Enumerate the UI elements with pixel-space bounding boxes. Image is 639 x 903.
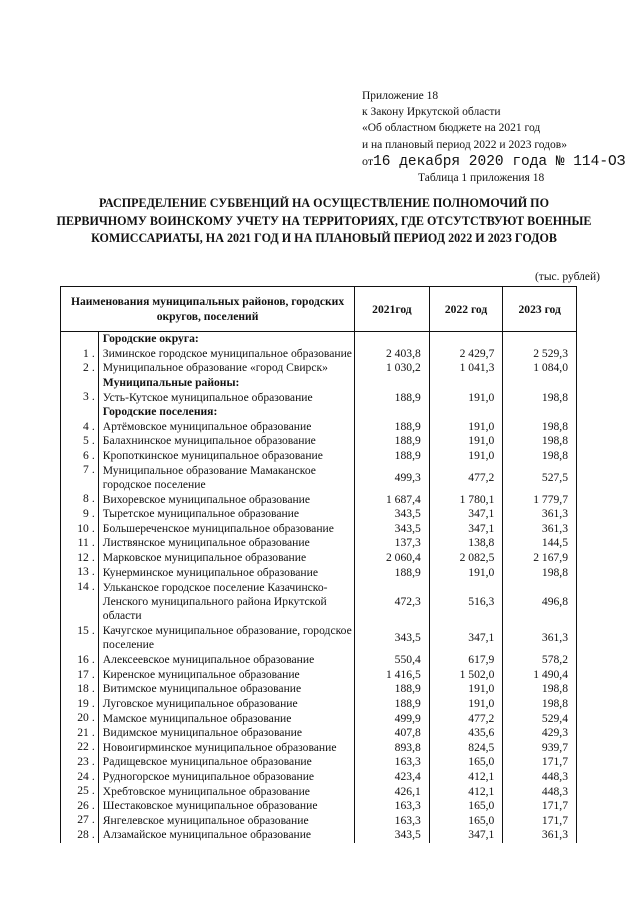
row-number-dot: . bbox=[92, 682, 98, 697]
municipality-name: Марковское муниципальное образование bbox=[102, 551, 307, 565]
value-2023: 361,3 bbox=[503, 522, 577, 537]
municipality-name: Хребтовское муниципальное образование bbox=[102, 784, 310, 798]
value-2023: 198,8 bbox=[503, 434, 577, 449]
row-number: 1 bbox=[61, 347, 92, 362]
value-2023: 171,7 bbox=[503, 799, 577, 814]
group-label: Муниципальные районы: bbox=[102, 376, 240, 390]
units-label: (тыс. рублей) bbox=[534, 271, 600, 283]
value-2023 bbox=[503, 405, 577, 420]
row-number-dot: . bbox=[92, 813, 98, 828]
value-2022: 191,0 bbox=[429, 449, 503, 464]
value-2021: 188,9 bbox=[355, 565, 430, 580]
value-2021 bbox=[355, 332, 430, 347]
value-2023: 198,8 bbox=[503, 390, 577, 405]
table-row bbox=[61, 565, 577, 580]
value-2023: 1 779,7 bbox=[503, 492, 577, 507]
value-2021: 893,8 bbox=[355, 740, 430, 755]
table-row bbox=[61, 507, 577, 522]
value-2023: 527,5 bbox=[503, 463, 577, 492]
value-2021: 343,5 bbox=[355, 624, 430, 653]
row-number: 10 bbox=[61, 522, 92, 537]
row-number-dot: . bbox=[92, 507, 98, 522]
row-number: 27 bbox=[61, 813, 92, 828]
row-number: 18 bbox=[61, 682, 92, 697]
row-number-dot: . bbox=[92, 361, 98, 376]
value-2021: 343,5 bbox=[355, 507, 430, 522]
row-number-dot: . bbox=[92, 580, 98, 624]
row-number: 25 bbox=[61, 784, 92, 799]
row-number: 6 bbox=[61, 449, 92, 464]
table-body bbox=[61, 332, 577, 843]
value-2022: 347,1 bbox=[429, 507, 503, 522]
row-number: 19 bbox=[61, 697, 92, 712]
value-2022: 435,6 bbox=[429, 726, 503, 741]
value-2021: 188,9 bbox=[355, 390, 430, 405]
value-2022: 191,0 bbox=[429, 565, 503, 580]
row-number-dot: . bbox=[92, 653, 98, 668]
value-2023: 2 529,3 bbox=[503, 347, 577, 362]
value-2022: 1 041,3 bbox=[429, 361, 503, 376]
municipality-name: Усть-Кутское муниципальное образование bbox=[102, 390, 313, 404]
row-number: 16 bbox=[61, 653, 92, 668]
row-number-dot: . bbox=[92, 711, 98, 726]
table-header-row bbox=[61, 287, 577, 332]
row-number: 13 bbox=[61, 565, 92, 580]
column-header-2022: 2022 год bbox=[429, 287, 503, 332]
row-number-dot: . bbox=[92, 536, 98, 551]
value-2021: 2 403,8 bbox=[355, 347, 430, 362]
table-row bbox=[61, 682, 577, 697]
municipality-name: Мамское муниципальное образование bbox=[102, 711, 292, 725]
table-row bbox=[61, 755, 577, 770]
value-2021: 163,3 bbox=[355, 799, 430, 814]
value-2023: 496,8 bbox=[503, 580, 577, 624]
stamp-prefix: от bbox=[362, 153, 374, 168]
column-header-2021: 2021год bbox=[355, 287, 430, 332]
title-line3: КОМИССАРИАТЫ, НА 2021 ГОД И НА ПЛАНОВЫЙ ПЕРИОД 2022 И 2023 ГОДОВ bbox=[91, 231, 557, 245]
value-2023: 939,7 bbox=[503, 740, 577, 755]
row-number bbox=[61, 405, 92, 420]
municipality-name: Кропоткинское муниципальное образование bbox=[102, 449, 323, 463]
row-number-dot: . bbox=[92, 449, 98, 464]
value-2022 bbox=[429, 376, 503, 391]
law-title-line1: «Об областном бюджете на 2021 год bbox=[362, 122, 541, 135]
value-2022: 2 082,5 bbox=[429, 551, 503, 566]
municipality-name: Видимское муниципальное образование bbox=[102, 726, 302, 740]
value-2022: 347,1 bbox=[429, 828, 503, 843]
row-number: 4 bbox=[61, 420, 92, 435]
value-2022: 1 780,1 bbox=[429, 492, 503, 507]
law-date-stamp bbox=[362, 153, 625, 170]
value-2022: 477,2 bbox=[429, 463, 503, 492]
row-number-dot: . bbox=[92, 668, 98, 683]
row-number: 3 bbox=[61, 390, 92, 405]
table-row bbox=[61, 711, 577, 726]
row-number-dot: . bbox=[92, 726, 98, 741]
title-line2: ПЕРВИЧНОМУ ВОИНСКОМУ УЧЕТУ НА ТЕРРИТОРИЯХ, ГДЕ ОТСУТСТВУЮТ ВОЕННЫЕ bbox=[56, 213, 592, 228]
table-row bbox=[61, 361, 577, 376]
table-row bbox=[61, 653, 577, 668]
row-number-dot: . bbox=[92, 697, 98, 712]
row-number-dot: . bbox=[92, 624, 98, 653]
row-number: 9 bbox=[61, 507, 92, 522]
value-2023: 198,8 bbox=[503, 565, 577, 580]
row-number: 11 bbox=[61, 536, 92, 551]
value-2023: 361,3 bbox=[503, 828, 577, 843]
group-label: Городские округа: bbox=[102, 332, 199, 346]
table-row bbox=[61, 434, 577, 449]
row-number: 28 bbox=[61, 828, 92, 843]
value-2021: 188,9 bbox=[355, 420, 430, 435]
row-number: 21 bbox=[61, 726, 92, 741]
row-number-dot: . bbox=[92, 463, 98, 492]
table-row bbox=[61, 492, 577, 507]
stamp-text: 16 декабря 2020 года № 114-ОЗ bbox=[373, 153, 626, 170]
value-2022: 617,9 bbox=[429, 653, 503, 668]
table-row bbox=[61, 347, 577, 362]
table-row bbox=[61, 580, 577, 624]
value-2021: 163,3 bbox=[355, 813, 430, 828]
table-row bbox=[61, 536, 577, 551]
row-number-dot: . bbox=[92, 740, 98, 755]
table-row bbox=[61, 799, 577, 814]
row-number-dot: . bbox=[92, 420, 98, 435]
row-number bbox=[61, 332, 92, 347]
row-number: 8 bbox=[61, 492, 92, 507]
value-2022 bbox=[429, 332, 503, 347]
table-group-row bbox=[61, 376, 577, 391]
value-2022: 412,1 bbox=[429, 784, 503, 799]
value-2022: 191,0 bbox=[429, 420, 503, 435]
row-number-dot: . bbox=[92, 434, 98, 449]
title-line1: РАСПРЕДЕЛЕНИЕ СУБВЕНЦИЙ НА ОСУЩЕСТВЛЕНИЕ ПОЛНОМОЧИЙ ПО bbox=[99, 196, 549, 210]
group-label: Городские поселения: bbox=[102, 405, 218, 419]
value-2021: 188,9 bbox=[355, 449, 430, 464]
column-header-name: Наименования муниципальных районов, городских округов, поселений bbox=[61, 287, 355, 332]
municipality-name: Киренское муниципальное образование bbox=[102, 667, 300, 681]
row-number bbox=[61, 376, 92, 391]
value-2021: 343,5 bbox=[355, 522, 430, 537]
municipality-name: Рудногорское муниципальное образование bbox=[102, 769, 315, 783]
row-number-dot: . bbox=[92, 799, 98, 814]
value-2022: 2 429,7 bbox=[429, 347, 503, 362]
column-header-2023: 2023 год bbox=[503, 287, 577, 332]
value-2023: 361,3 bbox=[503, 507, 577, 522]
municipality-name: Новоигирминское муниципальное образование bbox=[102, 740, 337, 754]
municipality-name: Витимское муниципальное образование bbox=[102, 682, 302, 696]
row-number: 20 bbox=[61, 711, 92, 726]
table-row bbox=[61, 726, 577, 741]
value-2023: 1 490,4 bbox=[503, 668, 577, 683]
table-row bbox=[61, 449, 577, 464]
value-2022: 1 502,0 bbox=[429, 668, 503, 683]
row-number-dot: . bbox=[92, 347, 98, 362]
municipality-name: Муниципальное образование Мамаканское городское поселение bbox=[102, 463, 316, 491]
value-2023: 448,3 bbox=[503, 770, 577, 785]
law-reference: к Закону Иркутской области bbox=[362, 106, 501, 119]
row-number-dot: . bbox=[92, 565, 98, 580]
value-2021 bbox=[355, 405, 430, 420]
value-2021: 550,4 bbox=[355, 653, 430, 668]
value-2023: 198,8 bbox=[503, 697, 577, 712]
value-2022: 165,0 bbox=[429, 799, 503, 814]
value-2023: 429,3 bbox=[503, 726, 577, 741]
value-2021: 2 060,4 bbox=[355, 551, 430, 566]
value-2021: 188,9 bbox=[355, 682, 430, 697]
table-row bbox=[61, 551, 577, 566]
value-2023: 171,7 bbox=[503, 813, 577, 828]
row-number: 15 bbox=[61, 624, 92, 653]
value-2022 bbox=[429, 405, 503, 420]
value-2021: 1 687,4 bbox=[355, 492, 430, 507]
row-number: 23 bbox=[61, 755, 92, 770]
value-2021: 188,9 bbox=[355, 697, 430, 712]
value-2021: 407,8 bbox=[355, 726, 430, 741]
value-2022: 191,0 bbox=[429, 390, 503, 405]
table-row bbox=[61, 390, 577, 405]
municipality-name: Балахнинское муниципальное образование bbox=[102, 434, 316, 448]
row-number: 2 bbox=[61, 361, 92, 376]
table-group-row bbox=[61, 405, 577, 420]
value-2021: 472,3 bbox=[355, 580, 430, 624]
value-2023 bbox=[503, 332, 577, 347]
value-2022: 191,0 bbox=[429, 434, 503, 449]
value-2023: 144,5 bbox=[503, 536, 577, 551]
table-row bbox=[61, 770, 577, 785]
row-number-dot: . bbox=[92, 784, 98, 799]
municipality-name: Радищевское муниципальное образование bbox=[102, 755, 312, 769]
value-2023: 198,8 bbox=[503, 449, 577, 464]
value-2021: 137,3 bbox=[355, 536, 430, 551]
municipality-name: Муниципальное образование «город Свирск» bbox=[102, 361, 328, 375]
value-2023: 578,2 bbox=[503, 653, 577, 668]
municipality-name: Шестаковское муниципальное образование bbox=[102, 799, 318, 813]
table-row bbox=[61, 522, 577, 537]
value-2021 bbox=[355, 376, 430, 391]
row-number-dot: . bbox=[92, 390, 98, 405]
value-2021: 499,3 bbox=[355, 463, 430, 492]
row-number: 5 bbox=[61, 434, 92, 449]
value-2022: 824,5 bbox=[429, 740, 503, 755]
value-2023: 448,3 bbox=[503, 784, 577, 799]
table-row bbox=[61, 740, 577, 755]
table-row bbox=[61, 813, 577, 828]
table-reference: Таблица 1 приложения 18 bbox=[418, 172, 545, 185]
appendix-header bbox=[362, 88, 625, 186]
row-number: 22 bbox=[61, 740, 92, 755]
value-2023: 361,3 bbox=[503, 624, 577, 653]
row-number-dot: . bbox=[92, 492, 98, 507]
document-title bbox=[40, 195, 608, 248]
table-row bbox=[61, 784, 577, 799]
municipality-name: Вихоревское муниципальное образование bbox=[102, 492, 311, 506]
table-row bbox=[61, 463, 577, 492]
value-2023: 1 084,0 bbox=[503, 361, 577, 376]
value-2023: 529,4 bbox=[503, 711, 577, 726]
row-number: 17 bbox=[61, 668, 92, 683]
value-2021: 1 030,2 bbox=[355, 361, 430, 376]
value-2022: 191,0 bbox=[429, 697, 503, 712]
table-row bbox=[61, 828, 577, 843]
appendix-number: Приложение 18 bbox=[362, 90, 439, 102]
municipality-name: Янгелевское муниципальное образование bbox=[102, 813, 309, 827]
value-2021: 423,4 bbox=[355, 770, 430, 785]
municipality-name: Большереченское муниципальное образование bbox=[102, 521, 334, 535]
row-number-dot: . bbox=[92, 770, 98, 785]
municipality-name: Алексеевское муниципальное образование bbox=[102, 653, 315, 667]
municipality-name: Луговское муниципальное образование bbox=[102, 696, 298, 710]
value-2021: 499,9 bbox=[355, 711, 430, 726]
row-number: 7 bbox=[61, 463, 92, 492]
value-2021: 188,9 bbox=[355, 434, 430, 449]
value-2023: 2 167,9 bbox=[503, 551, 577, 566]
municipality-name: Тыретское муниципальное образование bbox=[102, 507, 300, 521]
row-number-dot: . bbox=[92, 828, 98, 843]
value-2022: 165,0 bbox=[429, 755, 503, 770]
law-title-line2: и на плановый период 2022 и 2023 годов» bbox=[362, 138, 567, 151]
value-2021: 343,5 bbox=[355, 828, 430, 843]
value-2023: 171,7 bbox=[503, 755, 577, 770]
value-2022: 412,1 bbox=[429, 770, 503, 785]
value-2022: 191,0 bbox=[429, 682, 503, 697]
row-number: 12 bbox=[61, 551, 92, 566]
value-2022: 347,1 bbox=[429, 624, 503, 653]
value-2021: 426,1 bbox=[355, 784, 430, 799]
subsidy-table bbox=[60, 286, 577, 843]
row-number-dot: . bbox=[92, 755, 98, 770]
value-2023: 198,8 bbox=[503, 682, 577, 697]
value-2022: 138,8 bbox=[429, 536, 503, 551]
value-2022: 477,2 bbox=[429, 711, 503, 726]
value-2023: 198,8 bbox=[503, 420, 577, 435]
table-row bbox=[61, 697, 577, 712]
row-number: 26 bbox=[61, 799, 92, 814]
value-2021: 163,3 bbox=[355, 755, 430, 770]
municipality-name: Листвянское муниципальное образование bbox=[102, 536, 310, 550]
table-row bbox=[61, 624, 577, 653]
row-number: 24 bbox=[61, 770, 92, 785]
row-number: 14 bbox=[61, 580, 92, 624]
row-number-dot: . bbox=[92, 522, 98, 537]
table-group-row bbox=[61, 332, 577, 347]
municipality-name: Кунерминское муниципальное образование bbox=[102, 565, 318, 579]
value-2022: 165,0 bbox=[429, 813, 503, 828]
municipality-name: Ульканское городское поселение Казачинско-Ленского муниципального района Иркутской области bbox=[102, 580, 328, 622]
municipality-name: Зиминское городское муниципальное образование bbox=[102, 346, 352, 360]
value-2023 bbox=[503, 376, 577, 391]
table-row bbox=[61, 668, 577, 683]
value-2021: 1 416,5 bbox=[355, 668, 430, 683]
table-row bbox=[61, 420, 577, 435]
row-number-dot: . bbox=[92, 551, 98, 566]
municipality-name: Качугское муниципальное образование, городское поселение bbox=[102, 624, 352, 652]
value-2022: 347,1 bbox=[429, 522, 503, 537]
value-2022: 516,3 bbox=[429, 580, 503, 624]
municipality-name: Артёмовское муниципальное образование bbox=[102, 419, 312, 433]
municipality-name: Алзамайское муниципальное образование bbox=[102, 828, 312, 842]
